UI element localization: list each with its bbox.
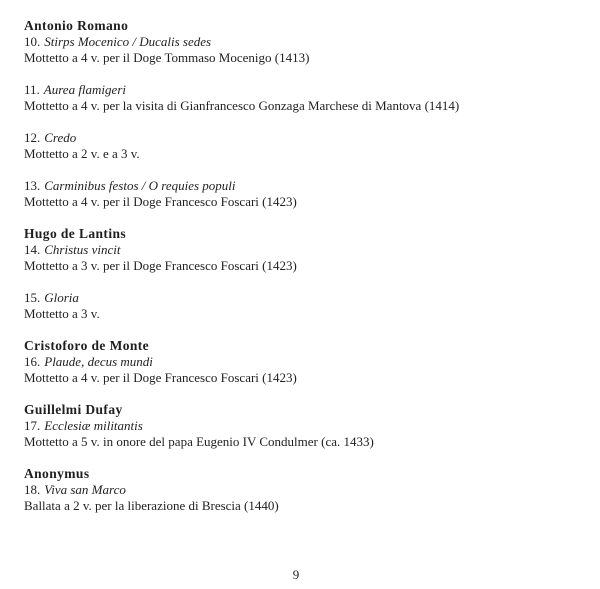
work-title: Gloria <box>44 290 79 305</box>
composer-name: Anonymus <box>24 466 90 481</box>
composer-name: Hugo de Lantins <box>24 226 127 241</box>
work-description: Mottetto a 4 v. per il Doge Francesco Foscari (1423) <box>24 370 297 385</box>
work-title: Credo <box>44 130 77 145</box>
work-title-line <box>24 130 580 146</box>
work-title-line <box>24 34 580 50</box>
page-number: 9 <box>292 567 300 582</box>
track-number: 12. <box>24 130 41 145</box>
track-number: 10. <box>24 34 41 49</box>
composer-name: Antonio Romano <box>24 18 129 33</box>
work-entry <box>24 178 580 210</box>
track-number: 14. <box>24 242 41 257</box>
work-title-line <box>24 418 580 434</box>
work-title: Aurea flamigeri <box>43 82 126 97</box>
composer-name: Guillelmi Dufay <box>24 402 123 417</box>
work-entry <box>24 338 580 386</box>
work-entry <box>24 82 580 114</box>
work-title-line <box>24 242 580 258</box>
work-title: Ecclesiæ militantis <box>44 418 143 433</box>
work-title: Viva san Marco <box>44 482 126 497</box>
track-number: 17. <box>24 418 41 433</box>
track-number: 15. <box>24 290 41 305</box>
work-description: Mottetto a 4 v. per la visita di Gianfrancesco Gonzaga Marchese di Mantova (1414) <box>24 98 460 113</box>
work-entry <box>24 130 580 162</box>
work-title-line <box>24 482 580 498</box>
work-entry <box>24 402 580 450</box>
work-title: Christus vincit <box>44 242 121 257</box>
work-title: Carminibus festos / O requies populi <box>44 178 236 193</box>
work-title-line <box>24 178 580 194</box>
composer-name: Cristoforo de Monte <box>24 338 150 353</box>
work-description: Mottetto a 4 v. per il Doge Tommaso Mocenigo (1413) <box>24 50 310 65</box>
work-description: Mottetto a 3 v. <box>24 306 100 321</box>
track-number: 16. <box>24 354 41 369</box>
work-entry <box>24 226 580 274</box>
work-title: Stirps Mocenico / Ducalis sedes <box>44 34 212 49</box>
work-entry <box>24 18 580 66</box>
work-title-line <box>24 82 580 98</box>
work-description: Mottetto a 2 v. e a 3 v. <box>24 146 140 161</box>
work-description: Ballata a 2 v. per la liberazione di Brescia (1440) <box>24 498 279 513</box>
work-title-line <box>24 354 580 370</box>
work-description: Mottetto a 5 v. in onore del papa Eugenio IV Condulmer (ca. 1433) <box>24 434 374 449</box>
work-title-line <box>24 290 580 306</box>
work-description: Mottetto a 3 v. per il Doge Francesco Foscari (1423) <box>24 258 297 273</box>
track-number: 13. <box>24 178 41 193</box>
work-entry <box>24 466 580 514</box>
work-title: Plaude, decus mundi <box>44 354 153 369</box>
work-entry <box>24 290 580 322</box>
track-number: 11. <box>24 82 40 97</box>
track-number: 18. <box>24 482 41 497</box>
work-description: Mottetto a 4 v. per il Doge Francesco Foscari (1423) <box>24 194 297 209</box>
